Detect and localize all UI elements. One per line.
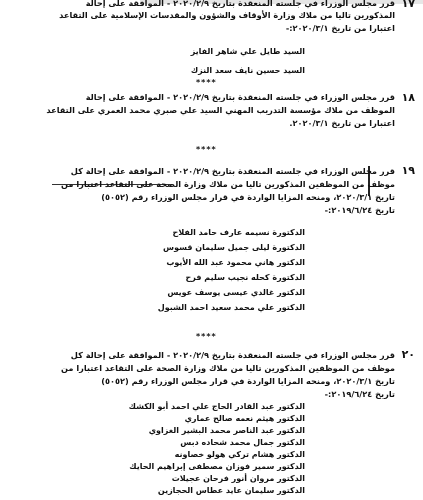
section-17-line-3: اعتبارا من تاريخ ٢٠٢٠/٣/١:-	[285, 23, 395, 33]
separator-1: ****	[196, 78, 217, 87]
section-19-name-5: الدكتور غالدي عيسى يوسف عويس	[167, 288, 305, 297]
section-20-line-3: تاريخ ٢٠٢٠/٣/١، ومنحه المزايا الواردة في قرار مجلس الوزراء رقم (٥٠٥٢)	[101, 376, 395, 386]
section-20-name-7: الدكتور مروان أنور فرحان عجيلات	[171, 474, 305, 483]
section-19-line-3: تاريخ ٢٠٢٠/٣/١، ومنحه المزايا الواردة في قرار مجلس الوزراء رقم (٥٠٥٢)	[101, 192, 395, 202]
separator-2: ****	[196, 145, 217, 154]
section-20-name-8: الدكتور سليمان عايد عطاس الحجازين	[157, 486, 305, 495]
section-19-line-4: تاريخ ٢٠١٩/٦/٢٤:-	[324, 205, 395, 215]
section-20-name-1: الدكتور عبد القادر الحاج علي احمد أبو الكشك	[128, 402, 305, 411]
section-19-name-6: الدكتور علي محمد سعيد احمد الشبول	[157, 303, 305, 312]
section-18-line-1: قرر مجلس الوزراء في جلسته المنعقدة بتاريخ ٢٠٢٠/٢/٩ - الموافقة على إحالة	[85, 92, 395, 102]
section-17-line-2: المذكورين تاليا من ملاك وزارة الأوقاف والشؤون والمقدسات الإسلامية على التقاعد	[59, 10, 395, 20]
section-20-name-4: الدكتور جمال محمد شحاده دبس	[180, 438, 305, 447]
section-17-number: ١٧	[401, 0, 415, 10]
section-20-number: ٢٠	[401, 348, 415, 361]
section-20-name-6: الدكتور سمير فوزان مصطفى إبراهيم الحايك	[129, 462, 305, 471]
section-20-line-2: موظف من الموظفين المذكورين تاليا من ملاك وزارة الصحة على التقاعد اعتبارا من	[61, 363, 395, 373]
section-17-line-1: قرر مجلس الوزراء في جلسته المنعقدة بتاريخ ٢٠٢٠/٢/٩ - الموافقة على إحالة	[85, 0, 395, 8]
section-20-line-4: تاريخ ٢٠١٩/٦/٢٤:-	[324, 389, 395, 399]
section-19-name-1: الدكتورة نسيمه عارف حامد الفلاح	[172, 228, 305, 237]
section-17-name-2: السيد حسين نايف سعد النزك	[190, 66, 305, 75]
section-19-line-2: موظف من الموظفين المذكورين تاليا من ملاك وزارة الصحة على التقاعد اعتبارا من	[61, 179, 395, 189]
section-18-line-2: الموظف من ملاك مؤسسة التدريب المهني السيد علي صبري محمد العمري على التقاعد	[46, 105, 395, 115]
section-18-number: ١٨	[401, 91, 415, 104]
section-19-name-4: الدكتورة كحله نجيب سليم فرح	[185, 273, 305, 282]
section-20-line-1: قرر مجلس الوزراء في جلسته المنعقدة بتاريخ ٢٠٢٠/٢/٩ - الموافقة على إحالة كل	[70, 350, 395, 360]
section-20-name-2: الدكتور هيثم نعمه صالح عماري	[184, 414, 305, 423]
section-20-name-5: الدكتور هشام تركي هولو خصاونه	[174, 450, 305, 459]
section-19-name-2: الدكتورة ليلى جميل سليمان قسوس	[163, 243, 305, 252]
section-19-name-3: الدكتور هاني محمود عبد الله الأيوب	[166, 258, 305, 267]
section-19-number: ١٩	[401, 164, 415, 177]
section-18-line-3: اعتبارا من تاريخ ٢٠٢٠/٣/١.	[289, 118, 395, 128]
section-17-name-1: السيد طايل علي شاهر الفايز	[190, 47, 305, 56]
separator-3: ****	[196, 332, 217, 341]
section-20-name-3: الدكتور عبد الناصر محمد البشير الغزاوي	[148, 426, 305, 435]
section-19-line-1: قرر مجلس الوزراء في جلسته المنعقدة بتاريخ ٢٠٢٠/٢/٩ - الموافقة على إحالة كل	[70, 166, 395, 176]
